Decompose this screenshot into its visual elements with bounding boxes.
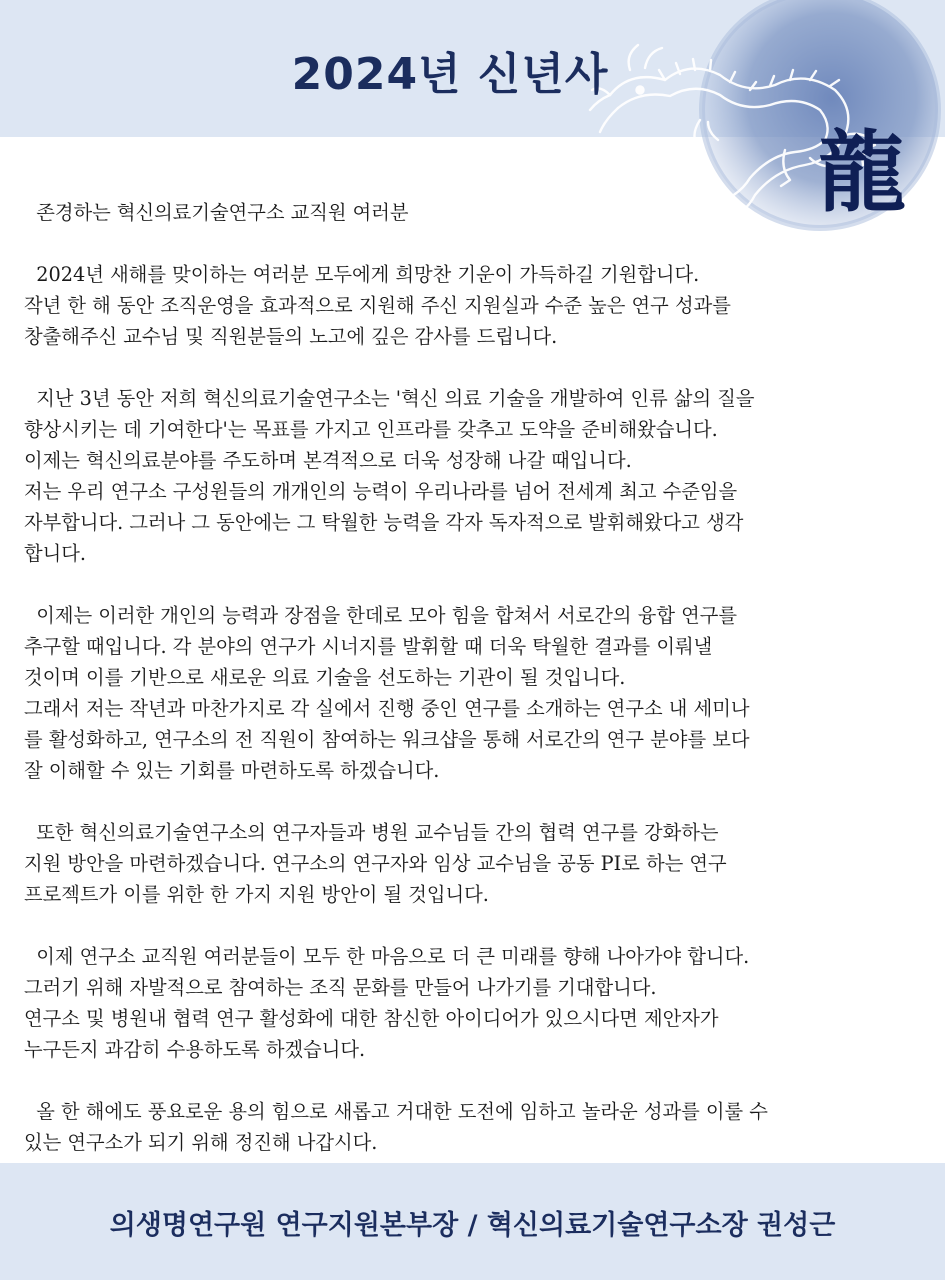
paragraph-line: 그래서 저는 작년과 마찬가지로 각 실에서 진행 중인 연구를 소개하는 연구소 내 세미나 — [24, 697, 750, 720]
paragraph-line: 이제 연구소 교직원 여러분들이 모두 한 마음으로 더 큰 미래를 향해 나아가야 합니다. — [24, 945, 750, 968]
divider — [24, 786, 939, 817]
paragraph-line: 를 활성화하고, 연구소의 전 직원이 참여하는 워크샵을 통해 서로간의 연구 분야를 보다 — [24, 728, 750, 751]
paragraph-line: 작년 한 해 동안 조직운영을 효과적으로 지원해 주신 지원실과 수준 높은 연구 성과를 — [24, 294, 731, 317]
paragraph-line: 올 한 해에도 풍요로운 용의 힘으로 새롭고 거대한 도전에 임하고 놀라운 성과를 이룰 수 — [24, 1100, 768, 1123]
paragraph-line: 잘 이해할 수 있는 기회를 마련하도록 하겠습니다. — [24, 759, 440, 782]
paragraph-line: 프로젝트가 이를 위한 한 가지 지원 방안이 될 것입니다. — [24, 883, 489, 906]
paragraph-line: 이제는 이러한 개인의 능력과 장점을 한데로 모아 힘을 합쳐서 서로간의 융합 연구를 — [24, 604, 737, 627]
divider — [24, 352, 939, 383]
page-title: 2024년 신년사 — [291, 49, 609, 100]
signature: 의생명연구원 연구지원본부장 / 혁신의료기술연구소장 권성근 — [109, 1210, 836, 1241]
paragraph-line: 있는 연구소가 되기 위해 정진해 나갑시다. — [24, 1131, 378, 1154]
paragraph-line: 그러기 위해 자발적으로 참여하는 조직 문화를 만들어 나가기를 기대합니다. — [24, 976, 657, 999]
paragraph-line: 자부합니다. 그러나 그 동안에는 그 탁월한 능력을 각자 독자적으로 발휘해왔다고 생각 — [24, 511, 744, 534]
dragon-hanja: 龍 — [818, 120, 907, 224]
paragraph-line: 저는 우리 연구소 구성원들의 개개인의 능력이 우리나라를 넘어 전세계 최고 수준임을 — [24, 480, 738, 503]
paragraph-line: 연구소 및 병원내 협력 연구 활성화에 대한 참신한 아이디어가 있으시다면 제안자가 — [24, 1007, 719, 1030]
paragraph-line: 향상시키는 데 기여한다'는 목표를 가지고 인프라를 갖추고 도약을 준비해왔습니다. — [24, 418, 718, 441]
paragraph-line: 추구할 때입니다. 각 분야의 연구가 시너지를 발휘할 때 더욱 탁월한 결과를 이뤄낼 — [24, 635, 713, 658]
paragraph-line: 지난 3년 동안 저희 혁신의료기술연구소는 '혁신 의료 기술을 개발하여 인류 삶의 질을 — [24, 387, 755, 410]
letter-body — [24, 197, 939, 1220]
paragraph-line: 지원 방안을 마련하겠습니다. 연구소의 연구자와 임상 교수님을 공동 PI로 하는 연구 — [24, 852, 727, 875]
paragraph-line: 것이며 이를 기반으로 새로운 의료 기술을 선도하는 기관이 될 것입니다. — [24, 666, 626, 689]
divider — [24, 910, 939, 941]
paragraph-line: 창출해주신 교수님 및 직원분들의 노고에 깊은 감사를 드립니다. — [24, 325, 558, 348]
paragraph-line: 이제는 혁신의료분야를 주도하며 본격적으로 더욱 성장해 나갈 때입니다. — [24, 449, 632, 472]
salutation: 존경하는 혁신의료기술연구소 교직원 여러분 — [24, 201, 409, 224]
divider — [24, 1065, 939, 1096]
divider — [24, 228, 939, 259]
paragraph-line: 누구든지 과감히 수용하도록 하겠습니다. — [24, 1038, 366, 1061]
divider — [24, 569, 939, 600]
paragraph-line: 2024년 새해를 맞이하는 여러분 모두에게 희망찬 기운이 가득하길 기원합니다. — [24, 263, 700, 286]
paragraph-line: 또한 혁신의료기술연구소의 연구자들과 병원 교수님들 간의 협력 연구를 강화하는 — [24, 821, 719, 844]
paragraph-line: 합니다. — [24, 542, 87, 565]
